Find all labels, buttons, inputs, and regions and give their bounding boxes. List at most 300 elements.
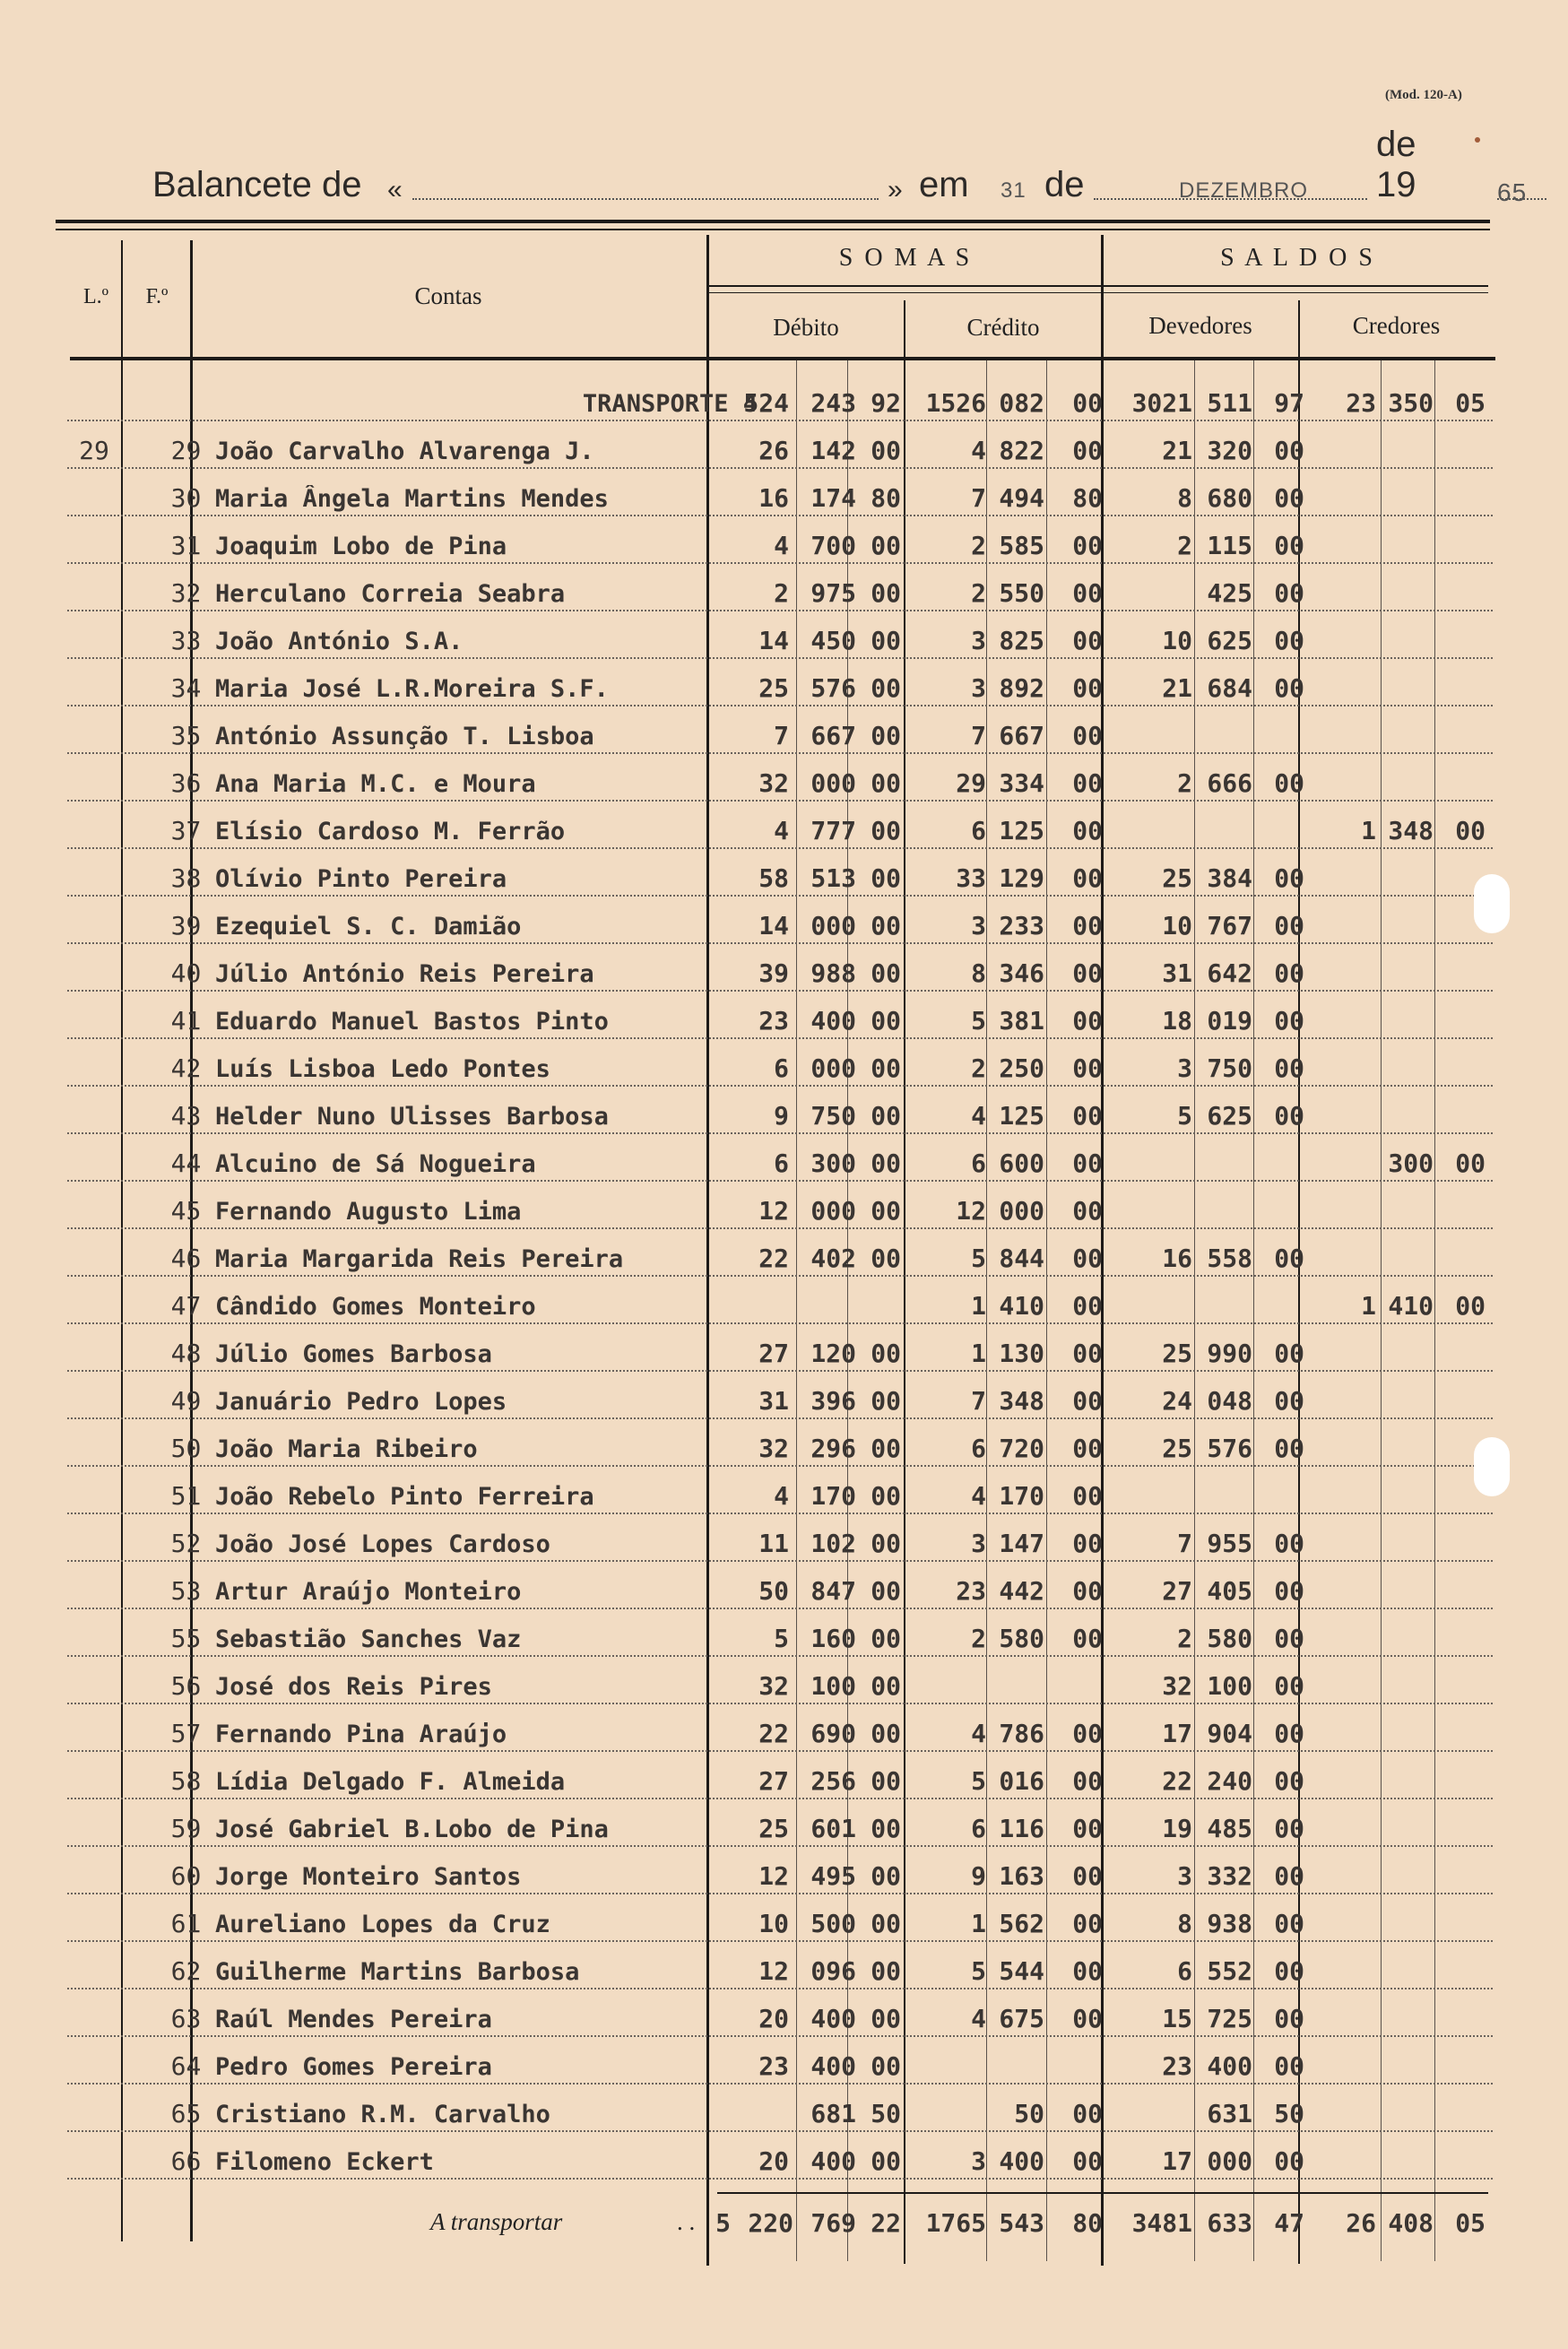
ledger-number: 29 — [79, 436, 109, 465]
account-name: Filomeno Eckert — [215, 2148, 434, 2176]
account-name: Joaquim Lobo de Pina — [215, 533, 507, 560]
folio-number: 63 — [170, 2004, 202, 2033]
footer-dots: . . — [677, 2208, 696, 2235]
table-row — [67, 470, 1493, 516]
header-contas: Contas — [414, 282, 482, 309]
amount-deb-c: 00 — [871, 673, 901, 703]
table-row — [67, 565, 1493, 611]
row-dotted-line — [67, 1180, 1493, 1182]
amount-cre-c: 00 — [1072, 1148, 1103, 1178]
amount-cre-c: 00 — [1072, 1719, 1103, 1748]
folio-number: 39 — [170, 911, 202, 940]
folio-number: 61 — [170, 1909, 202, 1938]
amount-deb: 6 — [774, 1053, 789, 1083]
amount-deb: 12 — [758, 1956, 789, 1986]
account-name: João Carvalho Alvarenga J. — [215, 438, 594, 465]
account-name: Lídia Delgado F. Almeida — [215, 1768, 566, 1796]
amount-cre: 3 — [971, 2146, 986, 2176]
amount-deb-i: 402 — [810, 1244, 856, 1273]
amount-cre-i: 720 — [999, 1434, 1044, 1463]
amount-dev-i: 750 — [1207, 1053, 1252, 1083]
header-credores: Credores — [1352, 312, 1441, 339]
amount-deb: 39 — [758, 958, 789, 988]
amount-dev-c: 00 — [1274, 483, 1304, 513]
amount-dev-i: 019 — [1207, 1006, 1252, 1036]
amount-deb-c: 00 — [871, 958, 901, 988]
table-row — [67, 2038, 1493, 2085]
amount-deb-c: 00 — [871, 1814, 901, 1843]
amount-dev-i: 938 — [1207, 1909, 1252, 1938]
amount-cre: 6 — [971, 1434, 986, 1463]
header-credito: Crédito — [966, 314, 1040, 341]
amount-dev-i: 384 — [1207, 863, 1252, 893]
footer-cre-thousands: 543 — [999, 2208, 1044, 2238]
folio-number: 34 — [170, 673, 202, 703]
amount-cre: 3 — [971, 1529, 986, 1558]
amount-crd: 23 — [1346, 388, 1376, 418]
amount-deb-i: 975 — [810, 578, 856, 608]
amount-dev-c: 50 — [1274, 2099, 1304, 2128]
amount-dev: 21 — [1162, 673, 1192, 703]
folio-number: 46 — [170, 1244, 202, 1273]
row-dotted-line — [67, 1703, 1493, 1704]
amount-cre-i: 442 — [999, 1576, 1044, 1606]
amount-deb-c: 00 — [871, 1529, 901, 1558]
amount-cre: 4 — [971, 2004, 986, 2033]
amount-deb: 32 — [758, 1671, 789, 1701]
amount-deb-c: 00 — [871, 1909, 901, 1938]
amount-cre: 4 — [971, 1481, 986, 1511]
amount-cre: 6 — [971, 816, 986, 845]
amount-deb: 27 — [758, 1766, 789, 1796]
account-name: Fernando Pina Araújo — [215, 1721, 507, 1748]
amount-deb-c: 00 — [871, 531, 901, 560]
title-line — [152, 125, 1528, 211]
amount-cre-i: 381 — [999, 1006, 1044, 1036]
account-name: Fernando Augusto Lima — [215, 1198, 522, 1226]
amount-dev-c: 00 — [1274, 2146, 1304, 2176]
amount-dev-i: 684 — [1207, 673, 1252, 703]
row-dotted-line — [67, 1798, 1493, 1799]
amount-deb: 12 — [758, 1861, 789, 1891]
amount-deb-i: 777 — [810, 816, 856, 845]
amount-deb-i: 256 — [810, 1766, 856, 1796]
amount-dev-i: 767 — [1207, 911, 1252, 940]
account-name: Maria Ângela Martins Mendes — [215, 485, 609, 513]
folio-number: 31 — [170, 531, 202, 560]
amount-dev-c: 00 — [1274, 1861, 1304, 1891]
amount-deb: 32 — [758, 1434, 789, 1463]
amount-cre-c: 00 — [1072, 626, 1103, 655]
amount-deb: 27 — [758, 1339, 789, 1368]
amount-deb: 50 — [758, 1576, 789, 1606]
amount-dev-i: 400 — [1207, 2051, 1252, 2081]
amount-dev-i: 558 — [1207, 1244, 1252, 1273]
amount-deb-i: 000 — [810, 1053, 856, 1083]
amount-deb-i: 513 — [810, 863, 856, 893]
amount-cre: 5 — [971, 1956, 986, 1986]
table-row — [67, 1088, 1493, 1134]
amount-cre-c: 00 — [1072, 958, 1103, 988]
amount-cre: 2 — [971, 578, 986, 608]
amount-dev: 7 — [1177, 1529, 1192, 1558]
folio-number: 30 — [170, 483, 202, 513]
account-name: Raúl Mendes Pereira — [215, 2006, 492, 2033]
row-dotted-line — [67, 1513, 1493, 1514]
amount-cre: 1526 — [925, 388, 986, 418]
amount-deb: 4 — [774, 816, 789, 845]
amount-deb-i: 000 — [810, 911, 856, 940]
amount-cre-c: 00 — [1072, 2004, 1103, 2033]
amount-cre: 5 — [971, 1006, 986, 1036]
amount-dev: 10 — [1162, 911, 1192, 940]
header-top-rule-thin — [56, 229, 1490, 230]
amount-deb-c: 00 — [871, 2146, 901, 2176]
amount-dev-i: 100 — [1207, 1671, 1252, 1701]
account-name: João Rebelo Pinto Ferreira — [215, 1483, 594, 1511]
account-name: Alcuino de Sá Nogueira — [215, 1150, 536, 1178]
amount-cre: 4 — [971, 436, 986, 465]
amount-crd-c: 00 — [1455, 1148, 1486, 1178]
amount-cre-c: 00 — [1072, 1386, 1103, 1416]
account-name: Helder Nuno Ulisses Barbosa — [215, 1103, 609, 1131]
amount-dev-c: 00 — [1274, 1434, 1304, 1463]
account-name: Ezequiel S. C. Damião — [215, 913, 522, 940]
year-value: 65 — [1497, 178, 1528, 206]
header-top-rule — [56, 220, 1490, 223]
amount-dev-c: 00 — [1274, 1339, 1304, 1368]
footer-dev-millions: 3481 — [1131, 2208, 1192, 2238]
table-row — [67, 1990, 1493, 2037]
amount-cre-c: 00 — [1072, 863, 1103, 893]
table-row — [67, 1800, 1493, 1847]
amount-deb-i: 100 — [810, 1671, 856, 1701]
row-dotted-line — [67, 1940, 1493, 1942]
amount-dev-i: 332 — [1207, 1861, 1252, 1891]
table-row — [67, 517, 1493, 564]
account-name: José dos Reis Pires — [215, 1673, 492, 1701]
row-dotted-line — [67, 1085, 1493, 1087]
amount-dev-c: 00 — [1274, 1053, 1304, 1083]
account-name: Olívio Pinto Pereira — [215, 865, 507, 893]
amount-dev-i: 625 — [1207, 1101, 1252, 1131]
footer-crd-millions: 26 — [1346, 2208, 1376, 2238]
amount-cre: 1 — [971, 1339, 986, 1368]
row-dotted-line — [67, 420, 1493, 421]
footer-cre-cents: 80 — [1072, 2208, 1103, 2238]
amount-deb-i: 096 — [810, 1956, 856, 1986]
row-dotted-line — [67, 1037, 1493, 1039]
year-blank — [1497, 196, 1546, 200]
amount-dev-c: 00 — [1274, 768, 1304, 798]
table-row — [67, 1468, 1493, 1514]
amount-cre-i: 000 — [999, 1196, 1044, 1226]
amount-cre-i: 600 — [999, 1148, 1044, 1178]
header-debito: Débito — [773, 314, 839, 341]
amount-cre-c: 00 — [1072, 1861, 1103, 1891]
amount-dev-c: 00 — [1274, 911, 1304, 940]
header-bottom-rule — [70, 357, 1495, 360]
table-row — [67, 992, 1493, 1039]
amount-deb-i: 102 — [810, 1529, 856, 1558]
account-name: António Assunção T. Lisboa — [215, 723, 594, 750]
amount-cre-i: 346 — [999, 958, 1044, 988]
table-row — [67, 2085, 1493, 2132]
title-prefix: Balancete de — [152, 165, 362, 204]
amount-deb-c: 00 — [871, 768, 901, 798]
amount-deb: 20 — [758, 2146, 789, 2176]
table-row — [67, 755, 1493, 802]
table-row — [67, 1753, 1493, 1799]
amount-cre-i: 494 — [999, 483, 1044, 513]
table-row — [67, 1563, 1493, 1609]
amount-cre-i: 233 — [999, 911, 1044, 940]
amount-cre-c: 00 — [1072, 1766, 1103, 1796]
amount-deb-i: 400 — [810, 2051, 856, 2081]
amount-cre: 7 — [971, 1386, 986, 1416]
amount-deb-i: 296 — [810, 1434, 856, 1463]
header-fo: F.º — [145, 285, 169, 308]
footer-dev-thousands: 633 — [1207, 2208, 1252, 2238]
amount-dev-c: 00 — [1274, 1814, 1304, 1843]
amount-cre-c: 00 — [1072, 673, 1103, 703]
table-row — [67, 1373, 1493, 1419]
amount-dev-c: 00 — [1274, 1244, 1304, 1273]
footer-cre-millions: 1765 — [925, 2208, 986, 2238]
amount-cre-c: 00 — [1072, 1339, 1103, 1368]
amount-cre-i: 675 — [999, 2004, 1044, 2033]
amount-dev-c: 00 — [1274, 1576, 1304, 1606]
amount-dev: 3021 — [1131, 388, 1192, 418]
account-name: Herculano Correia Seabra — [215, 580, 566, 608]
row-dotted-line — [67, 1132, 1493, 1134]
amount-cre: 3 — [971, 626, 986, 655]
de-19-label: de 19 — [1376, 125, 1416, 204]
amount-cre-c: 00 — [1072, 1101, 1103, 1131]
account-name: Cândido Gomes Monteiro — [215, 1293, 536, 1321]
amount-cre-i: 125 — [999, 816, 1044, 845]
amount-deb-i: 601 — [810, 1814, 856, 1843]
amount-deb: 4 — [774, 1481, 789, 1511]
amount-dev-c: 00 — [1274, 1766, 1304, 1796]
folio-number: 64 — [170, 2051, 202, 2081]
amount-dev: 22 — [1162, 1766, 1192, 1796]
amount-cre-i: 130 — [999, 1339, 1044, 1368]
account-name: Júlio António Reis Pereira — [215, 960, 594, 988]
amount-dev: 3 — [1177, 1053, 1192, 1083]
amount-deb-i: 400 — [810, 2146, 856, 2176]
folio-number: 43 — [170, 1101, 202, 1131]
folio-number: 47 — [170, 1291, 202, 1321]
row-dotted-line — [67, 2130, 1493, 2132]
amount-deb-c: 80 — [871, 483, 901, 513]
amount-cre-i: 163 — [999, 1861, 1044, 1891]
table-row — [67, 945, 1493, 992]
account-name: João José Lopes Cardoso — [215, 1530, 550, 1558]
footer-dev-cents: 47 — [1274, 2208, 1304, 2238]
amount-deb-c: 92 — [871, 388, 901, 418]
amount-deb: 20 — [758, 2004, 789, 2033]
amount-dev-i: 320 — [1207, 436, 1252, 465]
amount-deb-i: 400 — [810, 2004, 856, 2033]
footer-deb-cents: 22 — [871, 2208, 901, 2238]
amount-cre-i: 250 — [999, 1053, 1044, 1083]
amount-dev-c: 00 — [1274, 958, 1304, 988]
account-name: Cristiano R.M. Carvalho — [215, 2101, 550, 2128]
amount-cre-i: 348 — [999, 1386, 1044, 1416]
row-dotted-line — [67, 2035, 1493, 2037]
amount-deb-i: 681 — [810, 2099, 856, 2128]
row-dotted-line — [67, 1227, 1493, 1229]
amount-deb-i: 400 — [810, 1006, 856, 1036]
amount-crd-c: 00 — [1455, 816, 1486, 845]
footer-crd-cents: 05 — [1455, 2208, 1486, 2238]
amount-dev-c: 00 — [1274, 1671, 1304, 1701]
account-name: Artur Araújo Monteiro — [215, 1578, 522, 1606]
table-row — [67, 1135, 1493, 1182]
amount-cre-c: 00 — [1072, 1053, 1103, 1083]
model-reference: (Mod. 120-A) — [1385, 88, 1462, 102]
table-row — [67, 660, 1493, 706]
folio-number: 48 — [170, 1339, 202, 1368]
amount-cre-c: 00 — [1072, 768, 1103, 798]
amount-cre-i: 580 — [999, 1624, 1044, 1653]
row-dotted-line — [67, 2083, 1493, 2085]
amount-dev: 3 — [1177, 1861, 1192, 1891]
row-dotted-line — [67, 1893, 1493, 1894]
amount-dev: 18 — [1162, 1006, 1192, 1036]
amount-cre-i: 147 — [999, 1529, 1044, 1558]
amount-cre: 29 — [956, 768, 986, 798]
amount-cre-i: 170 — [999, 1481, 1044, 1511]
amount-cre-c: 00 — [1072, 1481, 1103, 1511]
folio-number: 58 — [170, 1766, 202, 1796]
amount-cre-i: 082 — [999, 388, 1044, 418]
header-saldos: S A L D O S — [1220, 244, 1375, 272]
amount-dev-i: 666 — [1207, 768, 1252, 798]
amount-dev-c: 00 — [1274, 436, 1304, 465]
account-name: Elísio Cardoso M. Ferrão — [215, 818, 566, 845]
amount-dev-c: 00 — [1274, 2051, 1304, 2081]
account-name: TRANSPORTE 4 — [582, 390, 758, 418]
amount-cre-c: 00 — [1072, 1529, 1103, 1558]
amount-cre: 1 — [971, 1291, 986, 1321]
amount-cre-c: 00 — [1072, 531, 1103, 560]
de-label-1: de — [1044, 165, 1085, 204]
amount-deb: 7 — [774, 721, 789, 750]
folio-number: 42 — [170, 1053, 202, 1083]
amount-deb-c: 00 — [871, 1101, 901, 1131]
amount-dev-c: 00 — [1274, 1529, 1304, 1558]
amount-deb-c: 00 — [871, 436, 901, 465]
amount-crd-i: 350 — [1388, 388, 1434, 418]
table-row — [67, 1278, 1493, 1324]
row-dotted-line — [67, 1560, 1493, 1562]
amount-dev-c: 00 — [1274, 1386, 1304, 1416]
amount-dev: 23 — [1162, 2051, 1192, 2081]
amount-dev-c: 00 — [1274, 578, 1304, 608]
table-row — [67, 802, 1493, 849]
folio-number: 35 — [170, 721, 202, 750]
amount-cre-c: 00 — [1072, 1291, 1103, 1321]
account-name: Júlio Gomes Barbosa — [215, 1340, 492, 1368]
amount-cre-i: 116 — [999, 1814, 1044, 1843]
amount-deb-c: 00 — [871, 911, 901, 940]
account-name: Sebastião Sanches Vaz — [215, 1625, 522, 1653]
amount-deb-i: 170 — [810, 1481, 856, 1511]
amount-dev-c: 00 — [1274, 626, 1304, 655]
row-dotted-line — [67, 1322, 1493, 1324]
row-dotted-line — [67, 1845, 1493, 1847]
amount-cre-c: 00 — [1072, 578, 1103, 608]
header-lo: L.º — [82, 285, 109, 308]
amount-cre-i: 016 — [999, 1766, 1044, 1796]
account-name: Maria Margarida Reis Pereira — [215, 1245, 624, 1273]
amount-dev: 5 — [1177, 1101, 1192, 1131]
amount-deb: 9 — [774, 1101, 789, 1131]
table-row — [67, 1420, 1493, 1467]
amount-cre: 6 — [971, 1148, 986, 1178]
amount-deb-c: 00 — [871, 578, 901, 608]
amount-dev: 17 — [1162, 1719, 1192, 1748]
amount-cre: 4 — [971, 1101, 986, 1131]
amount-dev-i: 990 — [1207, 1339, 1252, 1368]
row-dotted-line — [67, 1750, 1493, 1752]
amount-deb-c: 00 — [871, 1576, 901, 1606]
binder-hole-upper — [1474, 874, 1510, 933]
amount-deb-c: 00 — [871, 816, 901, 845]
amount-cre-i: 822 — [999, 436, 1044, 465]
row-dotted-line — [67, 847, 1493, 849]
row-dotted-line — [67, 515, 1493, 516]
amount-deb-i: 450 — [810, 626, 856, 655]
amount-deb-i: 120 — [810, 1339, 856, 1368]
table-row — [67, 1848, 1493, 1894]
amount-deb: 16 — [758, 483, 789, 513]
amount-deb-c: 00 — [871, 721, 901, 750]
amount-cre-c: 80 — [1072, 483, 1103, 513]
account-name: Maria José L.R.Moreira S.F. — [215, 675, 609, 703]
footer-crd-thousands: 408 — [1388, 2208, 1434, 2238]
account-name: Januário Pedro Lopes — [215, 1388, 507, 1416]
amount-cre: 4 — [971, 1719, 986, 1748]
amount-dev: 10 — [1162, 626, 1192, 655]
amount-dev: 17 — [1162, 2146, 1192, 2176]
amount-dev: 19 — [1162, 1814, 1192, 1843]
table-row — [67, 1183, 1493, 1229]
amount-deb: 10 — [758, 1909, 789, 1938]
row-dotted-line — [67, 1370, 1493, 1372]
row-dotted-line — [67, 752, 1493, 754]
somas-saldos-rule — [708, 285, 1488, 287]
row-dotted-line — [67, 1988, 1493, 1989]
amount-deb-c: 00 — [871, 1624, 901, 1653]
row-dotted-line — [67, 895, 1493, 897]
amount-cre: 2 — [971, 1624, 986, 1653]
table-row — [67, 897, 1493, 944]
amount-deb: 31 — [758, 1386, 789, 1416]
header-devedores: Devedores — [1148, 312, 1252, 339]
folio-number: 37 — [170, 816, 202, 845]
amount-deb-i: 495 — [810, 1861, 856, 1891]
amount-deb-i: 576 — [810, 673, 856, 703]
amount-deb: 4 — [774, 531, 789, 560]
amount-deb-c: 00 — [871, 1339, 901, 1368]
amount-deb-c: 50 — [871, 2099, 901, 2128]
folio-number: 29 — [170, 436, 202, 465]
amount-cre-c: 00 — [1072, 1956, 1103, 1986]
amount-cre-c: 00 — [1072, 721, 1103, 750]
